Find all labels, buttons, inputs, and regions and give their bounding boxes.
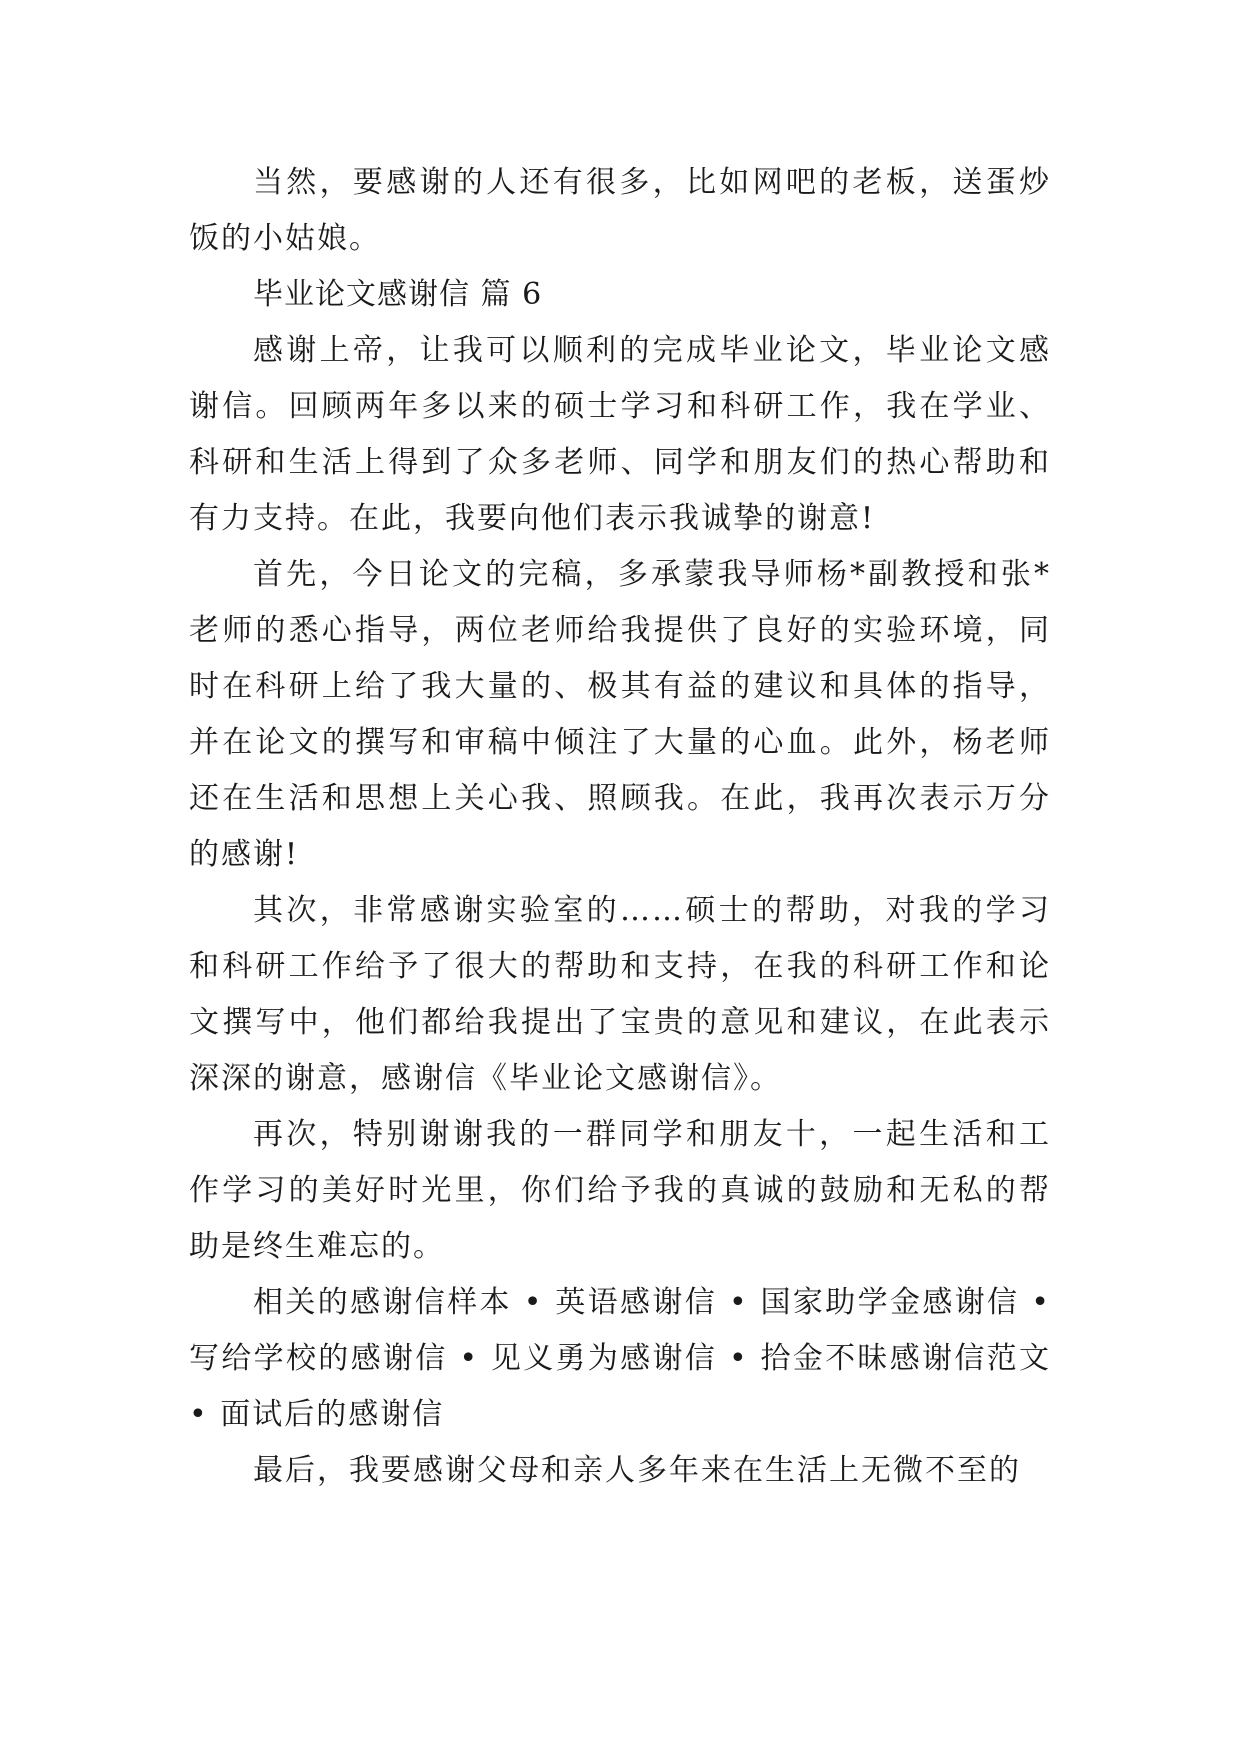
related-samples-list: 相关的感谢信样本 • 英语感谢信 • 国家助学金感谢信 • 写给学校的感谢信 • 见义勇为感谢信 • 拾金不昧感谢信范文 • 面试后的感谢信: [189, 1285, 1051, 1432]
paragraph-lab-thanks: 其次，非常感谢实验室的……硕士的帮助，对我的学习和科研工作给予了很大的帮助和支持，在我的科研工作和论文撰写中，他们都给我提出了宝贵的意见和建议，在此表示深深的谢意，感谢信《毕业论文感谢信》。: [189, 893, 1051, 1096]
paragraph-advisor-thanks: 首先，今日论文的完稿，多承蒙我导师杨*副教授和张*老师的悉心指导，两位老师给我提供了良好的实验环境，同时在科研上给了我大量的、极其有益的建议和具体的指导，并在论文的撰写和审稿中倾注了大量的心血。此外，杨老师还在生活和思想上关心我、照顾我。在此，我再次表示万分的感谢!: [189, 557, 1051, 872]
document-body: [189, 155, 1051, 1499]
paragraph-thanks-others: 当然，要感谢的人还有很多，比如网吧的老板，送蛋炒饭的小姑娘。: [189, 165, 1051, 256]
paragraph-friends-thanks: 再次，特别谢谢我的一群同学和朋友十，一起生活和工作学习的美好时光里，你们给予我的真诚的鼓励和无私的帮助是终生难忘的。: [189, 1117, 1051, 1264]
section-heading: 毕业论文感谢信 篇 6: [253, 277, 543, 312]
paragraph-family-thanks: 最后，我要感谢父母和亲人多年来在生活上无微不至的: [253, 1453, 1021, 1488]
paragraph-intro: 感谢上帝，让我可以顺利的完成毕业论文，毕业论文感谢信。回顾两年多以来的硕士学习和科研工作，我在学业、科研和生活上得到了众多老师、同学和朋友们的热心帮助和有力支持。在此，我要向他们表示我诚挚的谢意!: [189, 333, 1051, 536]
